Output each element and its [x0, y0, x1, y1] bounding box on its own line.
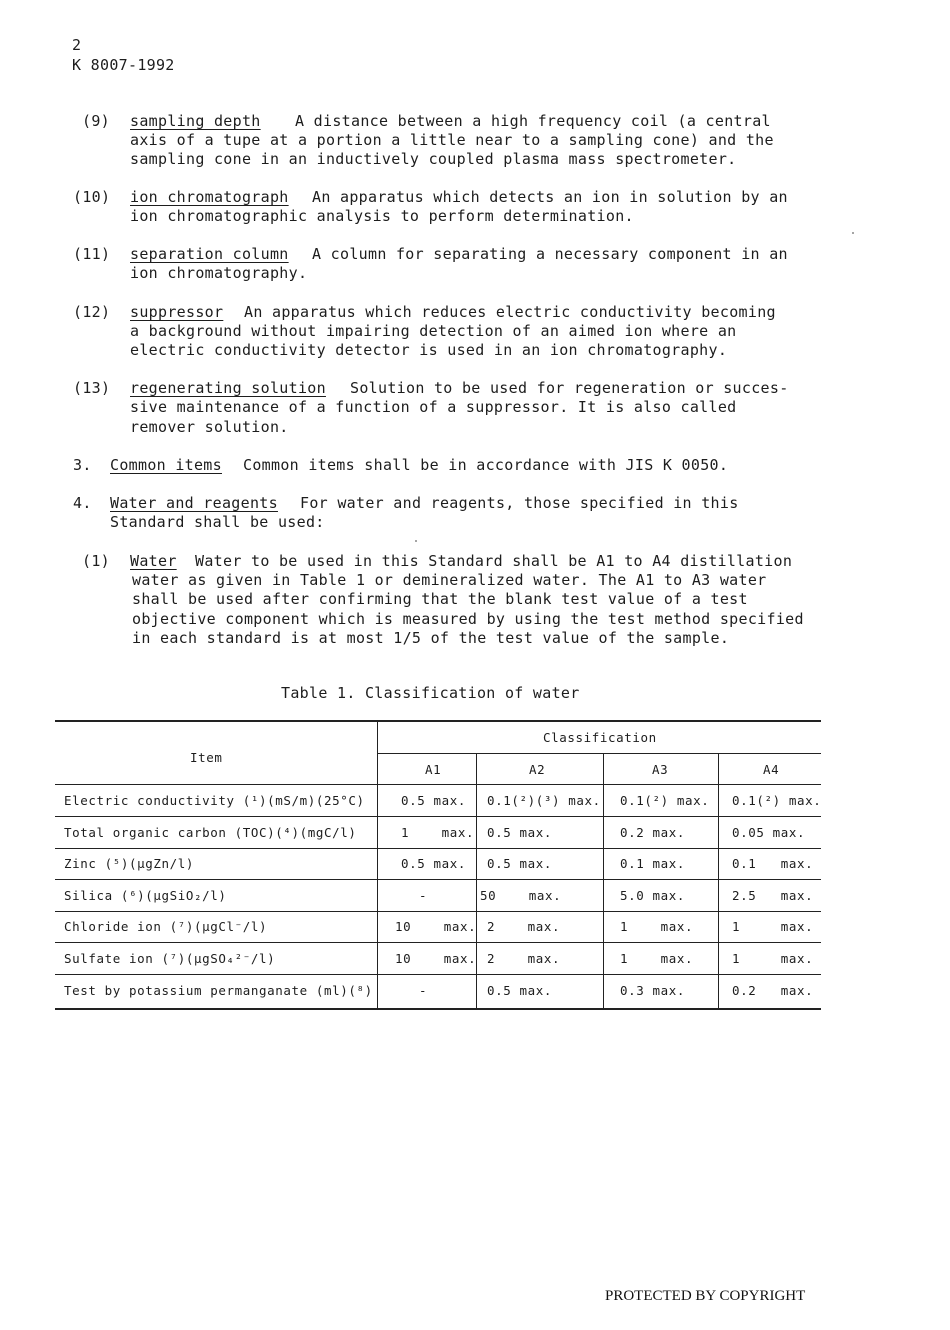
table-row-item: Sulfate ion (⁷)(μgSO₄²⁻/l)	[64, 951, 276, 966]
definition-text-line: ion chromatography.	[130, 264, 308, 282]
scan-speck	[415, 540, 417, 542]
table-title: Table 1. Classification of water	[281, 684, 580, 702]
table-cell: 0.5 max.	[487, 856, 553, 871]
table-row-item: Silica (⁶)(μgSiO₂/l)	[64, 888, 227, 903]
definition-term: ion chromatograph	[130, 188, 289, 206]
table-rule-row	[55, 816, 821, 817]
definition-number: (11)	[73, 245, 111, 263]
table-cell: 2 max.	[487, 919, 561, 934]
table-header-a4: A4	[763, 762, 780, 777]
section-text-line: Standard shall be used:	[110, 513, 325, 531]
table-cell: 0.1 max.	[732, 856, 814, 871]
definition-text-line: An apparatus which reduces electric conductivity becoming	[244, 303, 776, 321]
definition-text-line: A column for separating a necessary component in an	[312, 245, 788, 263]
item-text-line: water as given in Table 1 or demineralized water. The A1 to A3 water	[132, 571, 767, 589]
table-cell: 2 max.	[487, 951, 561, 966]
section-text-line: Common items shall be in accordance with JIS K 0050.	[243, 456, 729, 474]
definition-number: (9)	[82, 112, 110, 130]
page-number: 2	[72, 36, 82, 54]
definition-term: sampling depth	[130, 112, 261, 130]
table-cell: 0.5 max.	[401, 856, 467, 871]
definition-number: (10)	[73, 188, 111, 206]
table-rule-row	[55, 879, 821, 880]
table-cell: 0.5 max.	[401, 793, 467, 808]
definition-text-line: An apparatus which detects an ion in solution by an	[312, 188, 788, 206]
table-header-a2: A2	[529, 762, 546, 777]
table-cell: 0.2 max.	[732, 983, 814, 998]
table-cell: 0.05 max.	[732, 825, 806, 840]
item-term: Water	[130, 552, 177, 570]
table-cell: 0.5 max.	[487, 825, 553, 840]
table-rule-row	[55, 911, 821, 912]
table-cell: 0.2 max.	[620, 825, 686, 840]
table-cell: 5.0 max.	[620, 888, 686, 903]
definition-number: (12)	[73, 303, 111, 321]
table-cell: 1 max.	[732, 951, 814, 966]
table-row-item: Total organic carbon (TOC)(⁴)(mgC/l)	[64, 825, 357, 840]
copyright-notice: PROTECTED BY COPYRIGHT	[605, 1288, 806, 1304]
definition-text-line: ion chromatographic analysis to perform determination.	[130, 207, 634, 225]
table-rule-row	[55, 942, 821, 943]
section-title: Water and reagents	[110, 494, 278, 512]
table-cell: 0.1 max.	[620, 856, 686, 871]
definition-term: separation column	[130, 245, 289, 263]
definition-text-line: a background without impairing detection of an aimed ion where an	[130, 322, 737, 340]
table-col-divider	[718, 753, 719, 1009]
item-text-line: in each standard is at most 1/5 of the test value of the sample.	[132, 629, 730, 647]
item-text-line: Water to be used in this Standard shall be A1 to A4 distillation	[195, 552, 793, 570]
definition-number: (13)	[73, 379, 111, 397]
table-cell: 10 max.	[395, 919, 477, 934]
table-cell: 0.3 max.	[620, 983, 686, 998]
item-text-line: objective component which is measured by using the test method specified	[132, 610, 804, 628]
table-header-classification: Classification	[543, 730, 657, 745]
document-id: K 8007-1992	[72, 56, 175, 74]
definition-text-line: A distance between a high frequency coil (a central	[295, 112, 771, 130]
scan-speck	[852, 232, 854, 234]
table-cell: 2.5 max.	[732, 888, 814, 903]
table-col-divider	[377, 720, 378, 1009]
table-row-item: Electric conductivity (¹)(mS/m)(25°C)	[64, 793, 365, 808]
table-header-a1: A1	[425, 762, 442, 777]
table-cell: 10 max.	[395, 951, 477, 966]
table-row-item: Test by potassium permanganate (ml)(⁸)	[64, 983, 373, 998]
table-row-item: Zinc (⁵)(μgZn/l)	[64, 856, 195, 871]
table-cell: -	[419, 983, 428, 998]
table-cell: 0.1(²)(³) max.	[487, 793, 601, 808]
table-cell: 1 max.	[732, 919, 814, 934]
definition-text-line: sive maintenance of a function of a suppressor. It is also called	[130, 398, 737, 416]
table-col-divider	[603, 753, 604, 1009]
table-rule-group	[377, 753, 821, 754]
table-rule-row	[55, 974, 821, 975]
item-text-line: shall be used after confirming that the blank test value of a test	[132, 590, 748, 608]
table-col-divider	[476, 753, 477, 1009]
table-header-item: Item	[190, 750, 223, 765]
section-number: 4.	[73, 494, 92, 512]
table-rule-header	[55, 784, 821, 785]
table-cell: 50 max.	[480, 888, 562, 903]
item-number: (1)	[82, 552, 110, 570]
definition-term: regenerating solution	[130, 379, 326, 397]
table-cell: 1 max.	[620, 951, 694, 966]
table-rule-bottom	[55, 1008, 821, 1010]
table-row-item: Chloride ion (⁷)(μgCl⁻/l)	[64, 919, 268, 934]
table-cell: 0.5 max.	[487, 983, 553, 998]
table-cell: 1 max.	[620, 919, 694, 934]
table-cell: 0.1(²) max.	[732, 793, 822, 808]
definition-text-line: axis of a tupe at a portion a little near to a sampling cone) and the	[130, 131, 774, 149]
definition-term: suppressor	[130, 303, 224, 321]
table-rule-top	[55, 720, 821, 722]
definition-text-line: remover solution.	[130, 418, 289, 436]
table-header-a3: A3	[652, 762, 669, 777]
section-text-line: For water and reagents, those specified in this	[300, 494, 739, 512]
table-rule-row	[55, 848, 821, 849]
definition-text-line: Solution to be used for regeneration or succes-	[350, 379, 789, 397]
definition-text-line: sampling cone in an inductively coupled plasma mass spectrometer.	[130, 150, 737, 168]
table-cell: 1 max.	[401, 825, 475, 840]
definition-text-line: electric conductivity detector is used in an ion chromatography.	[130, 341, 728, 359]
table-cell: 0.1(²) max.	[620, 793, 710, 808]
table-cell: -	[419, 888, 428, 903]
section-title: Common items	[110, 456, 222, 474]
section-number: 3.	[73, 456, 92, 474]
